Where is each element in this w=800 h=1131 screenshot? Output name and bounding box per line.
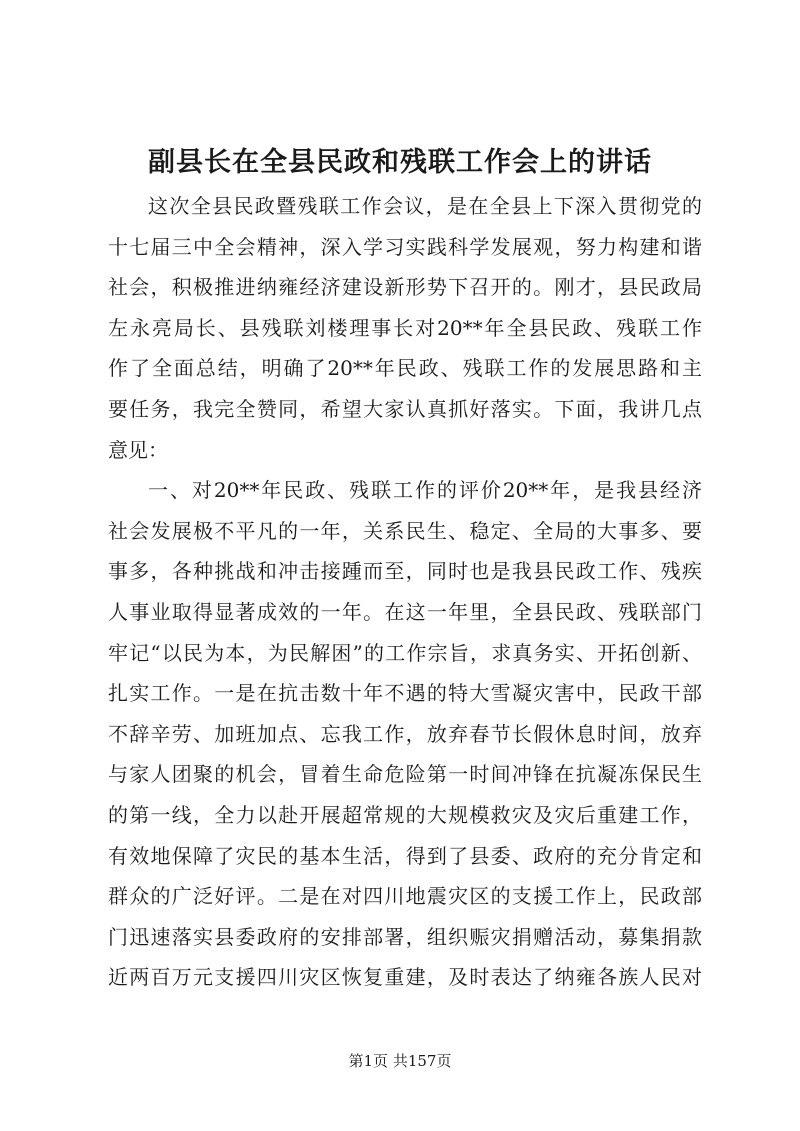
text-line: 有效地保障了灾民的基本生活，得到了县委、政府的充分肯定和 [108, 843, 702, 868]
body-text [108, 186, 702, 998]
text-line: 与家人团聚的机会，冒着生命危险第一时间冲锋在抗凝冻保民生 [108, 762, 702, 787]
page-title: 副县长在全县民政和残联工作会上的讲话 [148, 147, 652, 178]
text-line: 群众的广泛好评。二是在对四川地震灾区的支援工作上，民政部 [108, 884, 702, 909]
page-indicator: 第1页 共157页 [348, 1052, 452, 1070]
text-line: 事多，各种挑战和冲击接踵而至，同时也是我县民政工作、残疾 [108, 559, 702, 584]
text-line: 一、对20**年民政、残联工作的评价20**年，是我县经济 [148, 478, 702, 503]
text-line: 这次全县民政暨残联工作会议，是在全县上下深入贯彻党的 [148, 194, 702, 218]
text-line: 社会发展极不平凡的一年，关系民生、稳定、全局的大事多、要 [108, 518, 702, 543]
text-line: 作了全面总结，明确了20**年民政、残联工作的发展思路和主 [108, 356, 702, 381]
text-line: 十七届三中全会精神，深入学习实践科学发展观，努力构建和谐 [108, 234, 702, 259]
text-line: 的第一线，全力以赴开展超常规的大规模救灾及灾后重建工作， [108, 802, 702, 827]
text-line: 牢记“以民为本，为民解困”的工作宗旨，求真务实、开拓创新、 [108, 640, 702, 665]
text-line: 门迅速落实县委政府的安排部署，组织赈灾捐赠活动，募集捐款 [108, 924, 702, 949]
text-line: 意见： [108, 437, 168, 462]
text-line: 扎实工作。一是在抗击数十年不遇的特大雪凝灾害中，民政干部 [108, 681, 702, 706]
text-line: 要任务，我完全赞同，希望大家认真抓好落实。下面，我讲几点 [108, 396, 702, 421]
text-line: 人事业取得显著成效的一年。在这一年里，全县民政、残联部门 [108, 599, 702, 624]
text-line: 不辞辛劳、加班加点、忘我工作，放弃春节长假休息时间，放弃 [108, 721, 702, 746]
text-line: 近两百万元支援四川灾区恢复重建，及时表达了纳雍各族人民对 [108, 965, 702, 990]
text-line: 左永亮局长、县残联刘楼理事长对20**年全县民政、残联工作 [108, 315, 702, 340]
text-line: 社会，积极推进纳雍经济建设新形势下召开的。刚才，县民政局 [108, 275, 702, 300]
